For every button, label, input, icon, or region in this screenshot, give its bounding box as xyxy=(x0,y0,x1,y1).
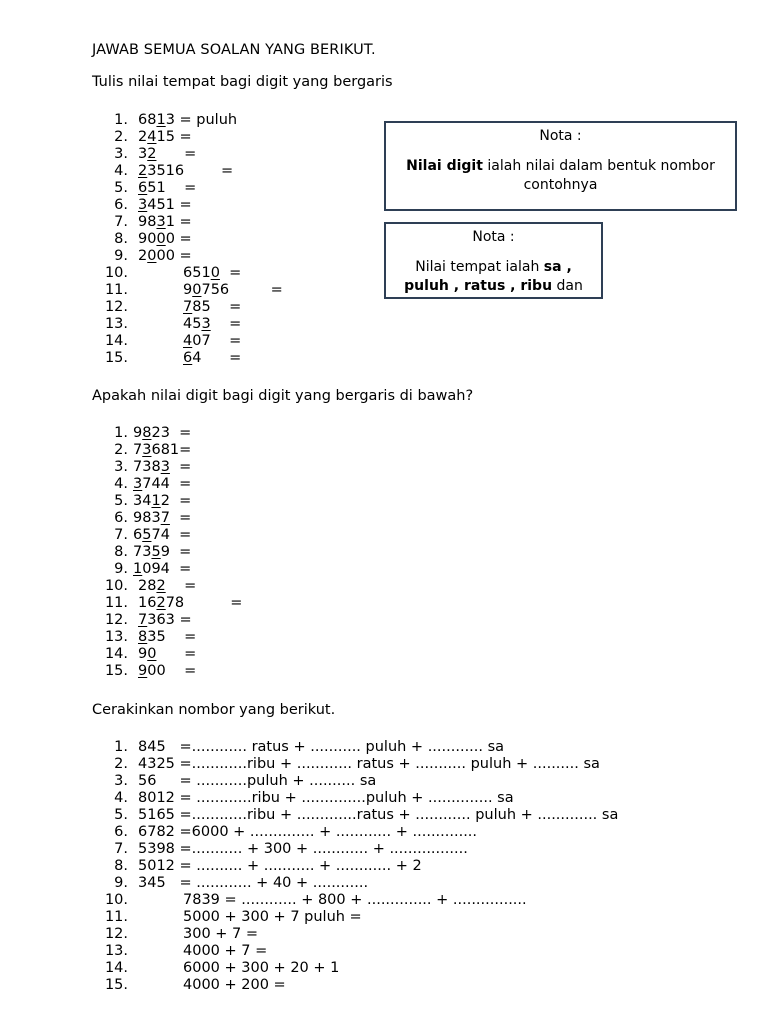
item-text-post: 363 = xyxy=(147,612,192,628)
underlined-digit: 2 xyxy=(147,146,157,162)
item-text-pre: 90 xyxy=(138,231,157,247)
item-number: 10. xyxy=(104,265,128,281)
list-item xyxy=(138,197,192,214)
list-item xyxy=(183,282,283,299)
list-item xyxy=(138,663,196,680)
list-item: 300 + 7 = xyxy=(183,926,259,942)
item-number: 15. xyxy=(104,663,128,679)
item-text-post: 744 = xyxy=(142,476,192,492)
underlined-digit: 5 xyxy=(151,544,161,560)
item-number: 1. xyxy=(114,425,128,441)
item-text-post: 35 = xyxy=(147,629,197,645)
note-bold: Nilai digit xyxy=(406,158,483,174)
list-item: 8012 = ............ribu + ..............puluh + .............. sa xyxy=(138,790,514,806)
item-number: 4. xyxy=(114,476,128,492)
item-text-post: 74 = xyxy=(151,527,192,543)
list-item xyxy=(133,459,191,476)
item-number: 9. xyxy=(114,561,128,577)
item-text-post: 23 = xyxy=(151,425,192,441)
item-text-pre: 9 xyxy=(183,282,193,298)
item-number: 6. xyxy=(114,824,128,840)
item-number: 11. xyxy=(104,909,128,925)
section1-heading: Tulis nilai tempat bagi digit yang bergaris xyxy=(92,74,393,90)
item-text-pre: 2 xyxy=(138,248,148,264)
item-number: 6. xyxy=(114,510,128,526)
underlined-digit: 4 xyxy=(147,129,157,145)
list-item xyxy=(133,442,191,459)
item-number: 11. xyxy=(104,282,128,298)
item-number: 2. xyxy=(114,756,128,772)
item-number: 3. xyxy=(114,146,128,162)
section3-heading: Cerakinkan nombor yang berikut. xyxy=(92,702,336,718)
item-number: 13. xyxy=(104,316,128,332)
list-item xyxy=(138,629,196,646)
list-item xyxy=(133,561,191,578)
item-number: 12. xyxy=(104,926,128,942)
item-text-post: 00 = xyxy=(156,248,192,264)
item-number: 2. xyxy=(114,129,128,145)
underlined-digit: 3 xyxy=(201,316,211,332)
item-number: 15. xyxy=(104,977,128,993)
item-text-post: 51 = xyxy=(147,180,197,196)
underlined-digit: 9 xyxy=(138,663,148,679)
list-item xyxy=(133,544,191,561)
item-number: 1. xyxy=(114,112,128,128)
section2-heading: Apakah nilai digit bagi digit yang bergaris di bawah? xyxy=(92,388,474,404)
item-number: 12. xyxy=(104,612,128,628)
item-text-post: 681= xyxy=(151,442,192,458)
list-item xyxy=(133,493,191,510)
list-item xyxy=(138,248,192,265)
note-bold-units: puluh , ratus , ribu xyxy=(404,278,553,294)
underlined-digit: 0 xyxy=(210,265,220,281)
item-number: 6. xyxy=(114,197,128,213)
item-number: 14. xyxy=(104,646,128,662)
note-bold-sa: sa , xyxy=(543,259,572,275)
list-item: 4000 + 200 = xyxy=(183,977,286,993)
item-number: 10. xyxy=(104,578,128,594)
item-number: 4. xyxy=(114,163,128,179)
item-number: 15. xyxy=(104,350,128,366)
item-text-pre: 7 xyxy=(133,442,143,458)
list-item xyxy=(138,129,192,146)
item-number: 7. xyxy=(114,527,128,543)
item-number: 14. xyxy=(104,960,128,976)
item-number: 2. xyxy=(114,442,128,458)
item-text-post: 3516 = xyxy=(147,163,234,179)
item-text-post: 2 = xyxy=(160,493,192,509)
item-number: 5. xyxy=(114,180,128,196)
list-item: 5012 = .......... + ........... + ............ + 2 xyxy=(138,858,422,874)
item-text-post: = xyxy=(169,459,192,475)
list-item xyxy=(138,595,242,612)
item-text-post: 3 = puluh xyxy=(165,112,238,128)
item-number: 5. xyxy=(114,807,128,823)
item-text-post: 00 = xyxy=(147,663,197,679)
list-item: 6782 =6000 + .............. + ............ + .............. xyxy=(138,824,478,840)
list-item: 5165 =............ribu + .............ratus + ............ puluh + ............. sa xyxy=(138,807,619,823)
underlined-digit: 7 xyxy=(183,299,193,315)
list-item xyxy=(138,646,196,663)
item-text-post: 15 = xyxy=(156,129,192,145)
list-item: 345 = ............ + 40 + ............ xyxy=(138,875,369,891)
underlined-digit: 0 xyxy=(147,646,157,662)
underlined-digit: 7 xyxy=(138,612,148,628)
item-text-post: 85 = xyxy=(192,299,242,315)
item-text-pre: 9 xyxy=(133,425,143,441)
list-item xyxy=(138,180,196,197)
note-text-part: Nilai tempat ialah xyxy=(415,259,544,275)
item-number: 13. xyxy=(104,629,128,645)
note-text-line2: contohnya xyxy=(523,177,598,193)
item-text-post: = xyxy=(156,146,197,162)
item-text-pre: 68 xyxy=(138,112,157,128)
item-text-pre: 16 xyxy=(138,595,157,611)
list-item xyxy=(133,476,191,493)
underlined-digit: 8 xyxy=(142,425,152,441)
underlined-digit: 7 xyxy=(160,510,170,526)
item-text-pre: 983 xyxy=(133,510,161,526)
list-item xyxy=(138,231,192,248)
item-number: 12. xyxy=(104,299,128,315)
underlined-digit: 0 xyxy=(192,282,202,298)
item-number: 1. xyxy=(114,739,128,755)
underlined-digit: 1 xyxy=(151,493,161,509)
underlined-digit: 6 xyxy=(138,180,148,196)
list-item: 56 = ...........puluh + .......... sa xyxy=(138,773,377,789)
list-item xyxy=(138,214,192,231)
list-item xyxy=(183,316,241,333)
list-item xyxy=(183,265,241,282)
item-text-pre: 9 xyxy=(138,646,148,662)
list-item xyxy=(138,112,237,129)
item-text-post: 094 = xyxy=(142,561,192,577)
underlined-digit: 0 xyxy=(147,248,157,264)
item-text-post: 756 = xyxy=(201,282,283,298)
item-text-pre: 6 xyxy=(133,527,143,543)
note-box-place xyxy=(384,222,603,299)
item-number: 11. xyxy=(104,595,128,611)
item-number: 4. xyxy=(114,790,128,806)
item-text-post: 9 = xyxy=(160,544,192,560)
item-text-pre: 28 xyxy=(138,578,157,594)
item-text-post: 1 = xyxy=(165,214,192,230)
list-item: 5000 + 300 + 7 puluh = xyxy=(183,909,362,925)
note-text-dan: dan xyxy=(552,278,583,294)
underlined-digit: 3 xyxy=(142,442,152,458)
item-text-pre: 3 xyxy=(138,146,148,162)
item-number: 14. xyxy=(104,333,128,349)
item-text-post: = xyxy=(210,316,242,332)
underlined-digit: 2 xyxy=(138,163,148,179)
underlined-digit: 3 xyxy=(160,459,170,475)
note-text xyxy=(386,157,735,176)
list-item xyxy=(133,510,191,527)
item-text-pre: 738 xyxy=(133,459,161,475)
note-label: Nota : xyxy=(539,128,582,144)
item-text-pre: 45 xyxy=(183,316,202,332)
item-number: 8. xyxy=(114,231,128,247)
list-item xyxy=(133,527,191,544)
underlined-digit: 4 xyxy=(183,333,193,349)
item-number: 13. xyxy=(104,943,128,959)
item-text-pre: 2 xyxy=(138,129,148,145)
item-text-post: 451 = xyxy=(147,197,192,213)
underlined-digit: 2 xyxy=(156,578,166,594)
item-number: 7. xyxy=(114,841,128,857)
underlined-digit: 8 xyxy=(138,629,148,645)
note-text-line2 xyxy=(386,277,601,296)
note-box-digit xyxy=(384,121,737,211)
item-text-post: 0 = xyxy=(165,231,192,247)
list-item: 5398 =........... + 300 + ............ + ................. xyxy=(138,841,468,857)
item-text-post: = xyxy=(219,265,242,281)
item-text-post: 07 = xyxy=(192,333,242,349)
item-number: 9. xyxy=(114,248,128,264)
underlined-digit: 0 xyxy=(156,231,166,247)
item-text-post: 4 = xyxy=(192,350,242,366)
item-number: 10. xyxy=(104,892,128,908)
note-text-rest: ialah nilai dalam bentuk nombor xyxy=(482,158,715,174)
item-number: 8. xyxy=(114,858,128,874)
list-item xyxy=(183,299,241,316)
list-item xyxy=(138,578,196,595)
list-item: 845 =............ ratus + ........... puluh + ............ sa xyxy=(138,739,505,755)
item-number: 9. xyxy=(114,875,128,891)
list-item xyxy=(133,425,191,442)
item-text-post: = xyxy=(165,578,197,594)
underlined-digit: 6 xyxy=(183,350,193,366)
item-number: 7. xyxy=(114,214,128,230)
item-number: 5. xyxy=(114,493,128,509)
list-item: 4000 + 7 = xyxy=(183,943,268,959)
list-item: 7839 = ............ + 800 + .............. + ................ xyxy=(183,892,527,908)
underlined-digit: 3 xyxy=(133,476,143,492)
list-item xyxy=(138,612,192,629)
item-text-pre: 73 xyxy=(133,544,152,560)
underlined-digit: 2 xyxy=(156,595,166,611)
list-item xyxy=(138,146,196,163)
item-text-pre: 651 xyxy=(183,265,211,281)
item-text-pre: 34 xyxy=(133,493,152,509)
list-item xyxy=(183,350,241,367)
list-item xyxy=(138,163,233,180)
page-title: JAWAB SEMUA SOALAN YANG BERIKUT. xyxy=(92,42,376,58)
underlined-digit: 1 xyxy=(133,561,143,577)
note-label: Nota : xyxy=(472,229,515,245)
item-number: 3. xyxy=(114,459,128,475)
underlined-digit: 5 xyxy=(142,527,152,543)
item-text-post: 78 = xyxy=(165,595,243,611)
underlined-digit: 3 xyxy=(138,197,148,213)
note-text xyxy=(386,258,601,277)
underlined-digit: 1 xyxy=(156,112,166,128)
item-number: 8. xyxy=(114,544,128,560)
item-text-post: = xyxy=(169,510,192,526)
underlined-digit: 3 xyxy=(156,214,166,230)
item-number: 3. xyxy=(114,773,128,789)
list-item xyxy=(183,333,241,350)
item-text-post: = xyxy=(156,646,197,662)
list-item: 4325 =............ribu + ............ ratus + ........... puluh + .......... sa xyxy=(138,756,600,772)
list-item: 6000 + 300 + 20 + 1 xyxy=(183,960,340,976)
item-text-pre: 98 xyxy=(138,214,157,230)
